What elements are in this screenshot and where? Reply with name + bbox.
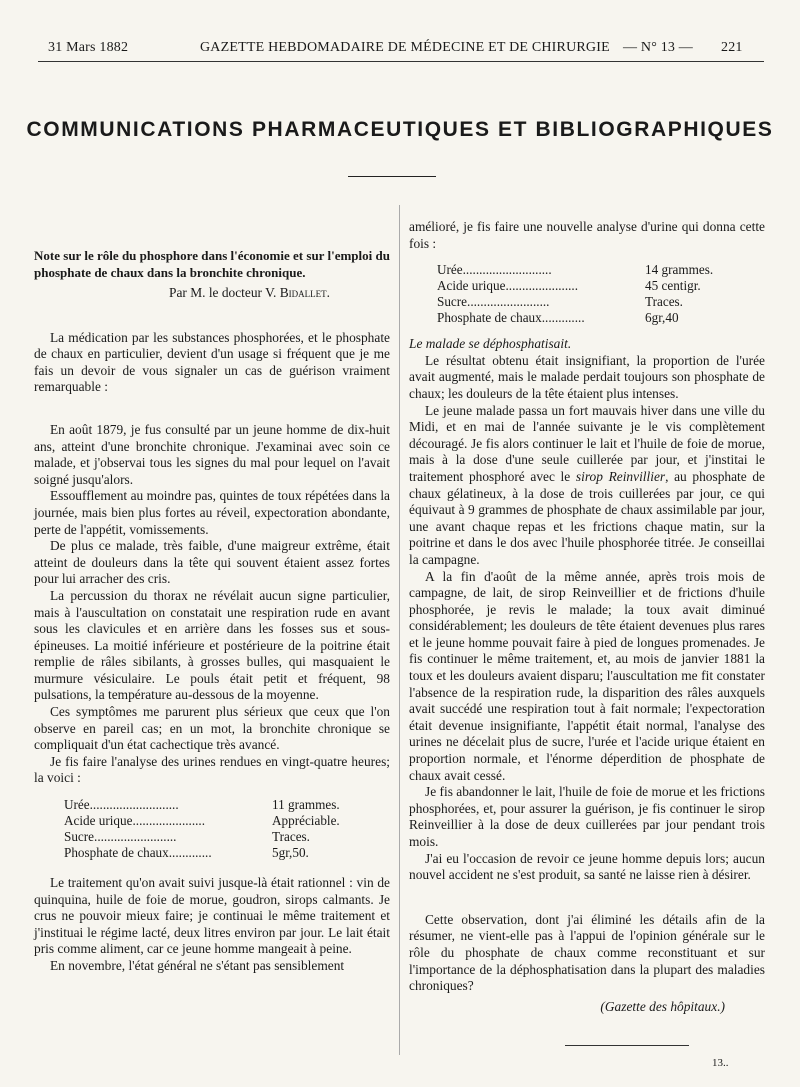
table-row	[64, 813, 340, 829]
section-title: COMMUNICATIONS PHARMACEUTIQUES ET BIBLIOGRAPHIQUES	[26, 118, 774, 141]
paragraph: J'ai eu l'occasion de revoir ce jeune homme depuis lors; aucun nouvel accident ne s'est produit, sa santé ne laisse rien à désirer.	[409, 850, 765, 883]
left-column	[34, 248, 390, 975]
analysis-value: 14 grammes.	[645, 262, 714, 278]
page-number: 221	[721, 40, 743, 55]
table-row	[437, 262, 713, 278]
analysis-label: Urée...........................	[64, 797, 179, 813]
analysis-value: 45 centigr.	[645, 278, 701, 294]
paragraph: En août 1879, je fus consulté par un jeune homme de dix-huit ans, atteint d'une bronchite chronique. J'examinai avec soin ce malade, et j'observai tous les signes du mal pour lequel on l'avait soigné jusqu'alors.	[34, 421, 390, 487]
author-name: Bidallet.	[279, 285, 330, 300]
table-row	[437, 294, 713, 310]
signature-mark: 13..	[712, 1057, 729, 1069]
analysis-value: Appréciable.	[272, 813, 340, 829]
urine-analysis-table-1	[64, 797, 340, 861]
analysis-label: Urée...........................	[437, 262, 552, 278]
analysis-value: Traces.	[645, 294, 683, 310]
analysis-value: 11 grammes.	[272, 797, 340, 813]
analysis-value: Traces.	[272, 829, 310, 845]
analysis-label: Acide urique......................	[437, 278, 579, 294]
table-row	[437, 310, 713, 326]
byline-prefix: Par M. le docteur V.	[169, 285, 280, 300]
paragraph: La médication par les substances phosphorées, et le phosphate de chaux en particulier, devient d'un usage si fréquent que je me fais un devoir de vous signaler un cas de guérison vraiment remarquable :	[34, 329, 390, 395]
paragraph: Cette observation, dont j'ai éliminé les détails afin de la résumer, ne vient-elle pas à l'appui de l'opinion générale sur le rôle du phosphate de chaux comme reconstituant et sur l'importance de la déphosphatisation dans la plupart des maladies chroniques?	[409, 911, 765, 994]
paragraph: A la fin d'août de la même année, après trois mois de campagne, de lait, de sirop Reinveillier et de frictions d'huile phosphorée, je revis le malade; la toux avait diminué considérablement; les douleurs de tête étaient devenues plus rares et le jeune homme pouvait faire à pied de longues promenades. Je fis continuer le même traitement, et, au mois de janvier 1881 la toux et les douleurs avaient disparu; l'auscultation me fit constater l'absence de la respiration rude, la disparition des râles auxquels avait succédé une respiration tout à fait normale; l'expectoration était devenue insignifiante, l'appétit était normal, l'analyse des urines ne décelait plus de sucre, l'urée et l'acide urique étaient en proportion normale, et l'énorme déperdition de phosphate de chaux avait cessé.	[409, 568, 765, 783]
issue-number: — N° 13 —	[623, 40, 694, 55]
article-byline	[34, 285, 390, 302]
title-rule	[348, 176, 436, 177]
analysis-label: Sucre.........................	[437, 294, 550, 310]
product-name: sirop Reinvillier	[575, 468, 666, 484]
paragraph: De plus ce malade, très faible, d'une maigreur extrême, était atteint de douleurs dans la tête qui souvent étaient assez fortes pour lui arracher des cris.	[34, 538, 390, 587]
paragraph: Je fis abandonner le lait, l'huile de foie de morue et les frictions phosphorées, et, pour assurer la guérison, je fis continuer le sirop Reinveillier à la dose de deux cuillerées par jour pendant trois mois.	[409, 784, 765, 849]
paragraph: Essoufflement au moindre pas, quintes de toux répétées dans la journée, mais bien plus fortes au réveil, expectoration abondante, perte de l'appétit, vomissements.	[34, 488, 390, 537]
source-citation: (Gazette des hôpitaux.)	[600, 998, 725, 1014]
analysis-label: Phosphate de chaux.............	[64, 845, 212, 861]
table-row	[64, 829, 340, 845]
paragraph: Je fis faire l'analyse des urines rendues en vingt-quatre heures; la voici :	[34, 753, 390, 786]
paragraph: amélioré, je fis faire une nouvelle analyse d'urine qui donna cette fois :	[409, 219, 765, 251]
running-head	[38, 40, 764, 62]
table-row	[64, 845, 340, 861]
analysis-label: Acide urique......................	[64, 813, 206, 829]
paragraph: Le résultat obtenu était insignifiant, la proportion de l'urée avait augmenté, mais le malade perdait toujours son phosphate de chaux; les douleurs de la tête étaient plus intenses.	[409, 352, 765, 401]
analysis-label: Sucre.........................	[64, 829, 177, 845]
header-rule	[38, 61, 764, 62]
analysis-value: 5gr,50.	[272, 845, 309, 861]
paragraph: La percussion du thorax ne révélait aucun signe particulier, mais à l'auscultation on constatait une respiration rude en avant sous les clavicules et en arrière dans les fosses sus et sous-épineuses. La moitié inférieure et postérieure de la poitrine était remplie de râles sibilants, à grosses bulles, qui masquaient le murmure vésiculaire. Le pouls était petit et fréquent, 98 pulsations, la température au-dessous de la moyenne.	[34, 587, 390, 703]
right-column	[409, 219, 765, 1015]
issue-date: 31 Mars 1882	[48, 40, 129, 55]
paragraph: Le traitement qu'on avait suivi jusque-là était rationnel : vin de quinquina, huile de foie de morue, goudron, sirops calmants. Je crus ne pouvoir mieux faire; je continuai le même traitement et j'instituai le régime lacté, deux litres environ par jour. Le lait était pris comme aliment, car ce jeune homme mangeait à peine.	[34, 875, 390, 957]
paragraph: Le jeune malade passa un fort mauvais hiver dans une ville du Midi, et en mai de l'année suivante je le vis complètement découragé. Je fis alors continuer le lait et l'huile de foie de morue, mais à la dose d'une seule cuillerée par jour, et j'institai le traitement phosphoré avec le sirop Reinvillier, au phosphate de chaux gélatineux, à la dose de trois cuillerées par jour, ce qui équivaut à 9 grammes de phosphate de chaux assimilable par jour, une avant chaque repas et les frictions chaque matin, sur la poitrine et dans le dos avec l'huile phosphorée titrée. Je conseillai la campagne.	[409, 402, 765, 567]
paragraph: Ces symptômes me parurent plus sérieux que ceux que l'on observe en pareil cas; en un mot, la bronchite chronique se compliquait d'un état cachectique très avancé.	[34, 704, 390, 753]
journal-title: GAZETTE HEBDOMADAIRE DE MÉDECINE ET DE CHIRURGIE	[200, 40, 610, 55]
analysis-value: 6gr,40	[645, 310, 679, 326]
subheading: Le malade se déphosphatisait.	[409, 336, 572, 352]
end-rule	[565, 1045, 689, 1046]
column-divider	[399, 205, 400, 1055]
paragraph: En novembre, l'état général ne s'étant pas sensiblement	[50, 958, 345, 973]
table-row	[64, 797, 340, 813]
analysis-label: Phosphate de chaux.............	[437, 310, 585, 326]
article-title: Note sur le rôle du phosphore dans l'économie et sur l'emploi du phosphate de chaux dans la bronchite chronique.	[34, 248, 390, 280]
table-row	[437, 278, 713, 294]
urine-analysis-table-2	[437, 262, 713, 326]
